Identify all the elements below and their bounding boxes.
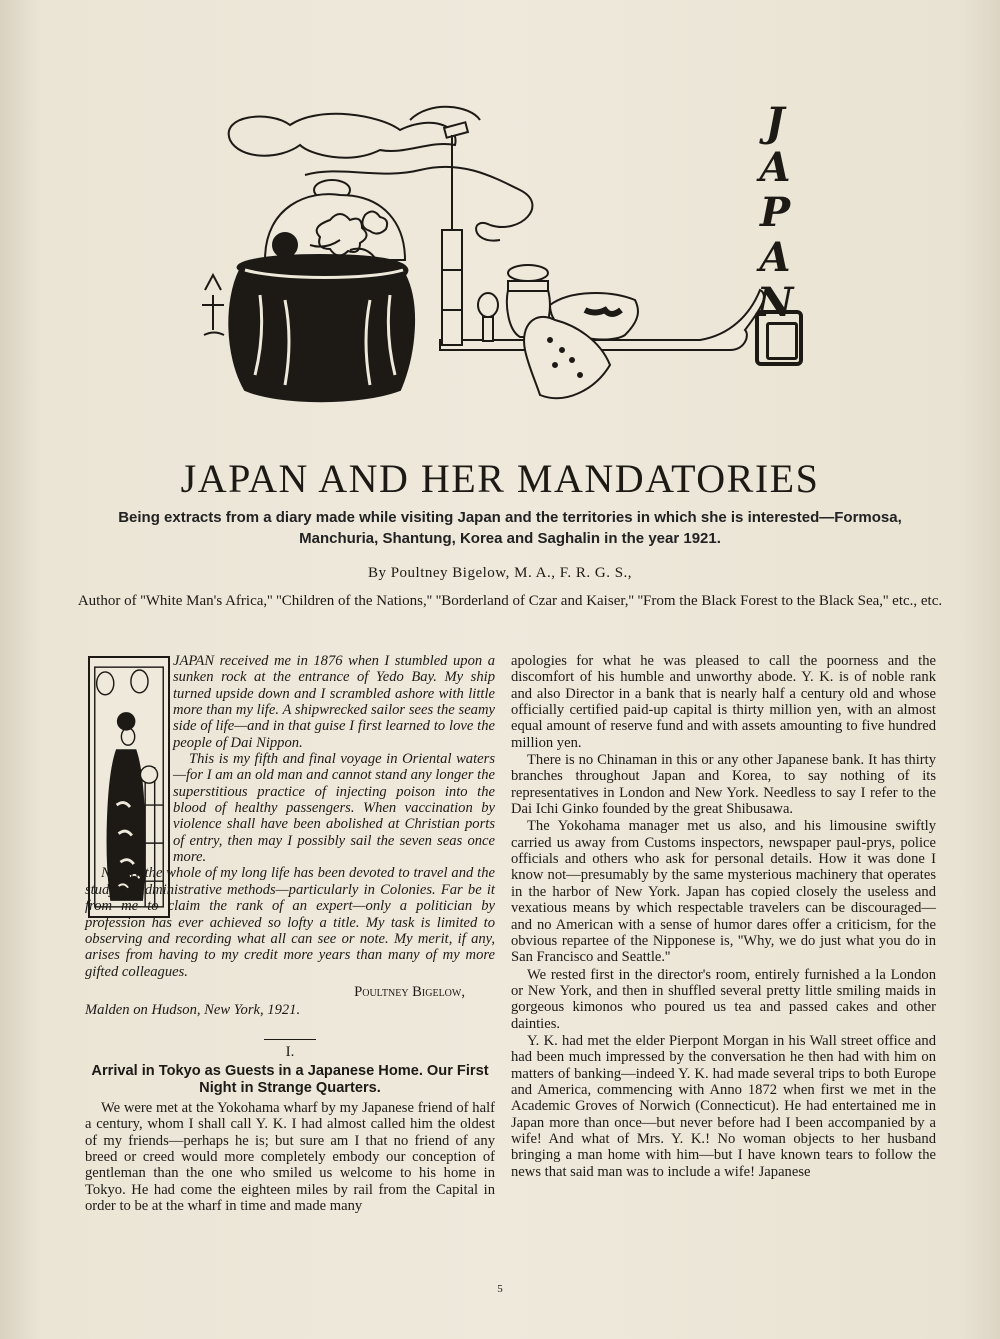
- intro-paragraph: JAPAN received me in 1876 when I stumbled upon a sunken rock at the entrance of Yedo Bay. My ship turned upside down and I scrambled ashore with little more than my life. A shipwrecked sailor sees the seamy side of life—and in that guise I first learned to love the people of Dai Nippon.: [173, 653, 495, 751]
- intro-paragraph: Nearly the whole of my long life has been devoted to travel and the study of administrative methods—particularly in Colonies. Far be it from me to claim the rank of an expert—only a politician by profession has ever achieved so lofty a title. My task is limited to observing and recording what all can see or note. My merit, if any, arises from having to my credit more years than many of my more gifted colleagues.: [85, 865, 495, 980]
- tea-ceremony-illustration: [190, 95, 770, 425]
- vertical-letter: P: [759, 189, 791, 236]
- section-heading: Arrival in Tokyo as Guests in a Japanese Home. Our First Night in Strange Quarters.: [91, 1062, 489, 1096]
- section-body: We were met at the Yokohama wharf by my Japanese friend of half a century, whom I shall call Y. K. I had almost called him the oldest of my friends—perhaps he is; but sure am I that no friend of any breed or creed would more completely embody our conception of gentleman than the one who smiled us welcome to his home in Tokyo. He had come the eighteen miles by rail from the Capital in order to be at the wharf in time and made many: [85, 1099, 495, 1214]
- vertical-letter: A: [759, 234, 791, 281]
- body-paragraph: apologies for what he was pleased to call the poorness and the discomfort of his humble and unworthy abode. Y. K. is of noble rank and also Director in a bank that is nearly half a century old and whose officially certified paid-up capital is thirty million yen, with an almost equal amount of reserve fund and with assets amounting to five hundred million yen.: [511, 653, 936, 751]
- body-paragraph: The Yokohama manager met us also, and his limousine swiftly carried us away from Customs inspectors, newspaper paul-prys, police officials and others who ask for personal details. How it was done I know not—presumably by the same mysterious machinery that operates in the harbor of New York. Japan has copied closely the useless and vexatious means by which respectable travelers can be discouraged—and no American with a sense of humor dares offer a criticism, for the obvious repartee of the Nipponese is, ''Why, we do just what you do in San Francisco and Seattle.'': [511, 818, 936, 966]
- right-column: [511, 653, 936, 1181]
- page-number: 5: [497, 1283, 503, 1295]
- place-date: Malden on Hudson, New York, 1921.: [85, 1002, 301, 1019]
- body-paragraph: There is no Chinaman in this or any other Japanese bank. It has thirty branches throughout Japan and Korea, to say nothing of its representatives in London and New York. Needless to say I refer to the Dai Ichi Ginko founded by the great Shibusawa.: [511, 752, 936, 818]
- article-title: JAPAN AND HER MANDATORIES: [180, 456, 820, 501]
- left-column: [85, 653, 495, 1214]
- byline: By Poultney Bigelow, M. A., F. R. G. S.,: [367, 565, 633, 581]
- vertical-letter: N: [756, 279, 794, 326]
- vertical-letter: A: [759, 144, 791, 191]
- body-paragraph: We rested first in the director's room, entirely furnished a la London or New York, and then in shuffled several pretty little smiling maids in gorgeous kimonos who poured us tea and passed cakes and other dainties.: [511, 966, 936, 1032]
- section-divider: [264, 1039, 316, 1040]
- article-subtitle: Being extracts from a diary made while visiting Japan and the territories in which she is interested—Formosa, Manchuria, Shantung, Korea and Saghalin in the year 1921.: [118, 509, 902, 547]
- intro-wrapped: [85, 653, 495, 865]
- vertical-letter: J: [765, 99, 785, 146]
- intro-paragraph: This is my fifth and final voyage in Oriental waters—for I am an old man and cannot stand any longer the superstitious practice of injecting poison into the blood of healthy passengers. When vaccination by violence shall have been abolished at Christian ports of entry, then may I possibly sail the seven seas once more.: [173, 751, 495, 866]
- author-works: Author of ''White Man's Africa,'' ''Children of the Nations,'' ''Borderland of Czar and Kaiser,'' ''From the Black Forest to the Black Sea,'' etc., etc.: [77, 593, 943, 609]
- section-number: I.: [285, 1043, 295, 1060]
- body-paragraph: Y. K. had met the elder Pierpont Morgan in his Wall street office and had been much impressed by the conversation he then had with him on matters of banking—indeed Y. K. had made several trips to both Europe and America, commencing with Anno 1872 when first we met in the Academic Groves of Norwich (Connecticut). He had entertained me in Japan more than once—but never before had I been accompanied by a wife! And what of Mrs. Y. K.! No woman objects to her husband bringing a man home with him—but I have known tears to follow the news that said man was to include a wife! Japanese: [511, 1032, 936, 1180]
- signature: Poultney Bigelow,: [354, 983, 465, 1000]
- seal-stamp-icon: [755, 310, 803, 366]
